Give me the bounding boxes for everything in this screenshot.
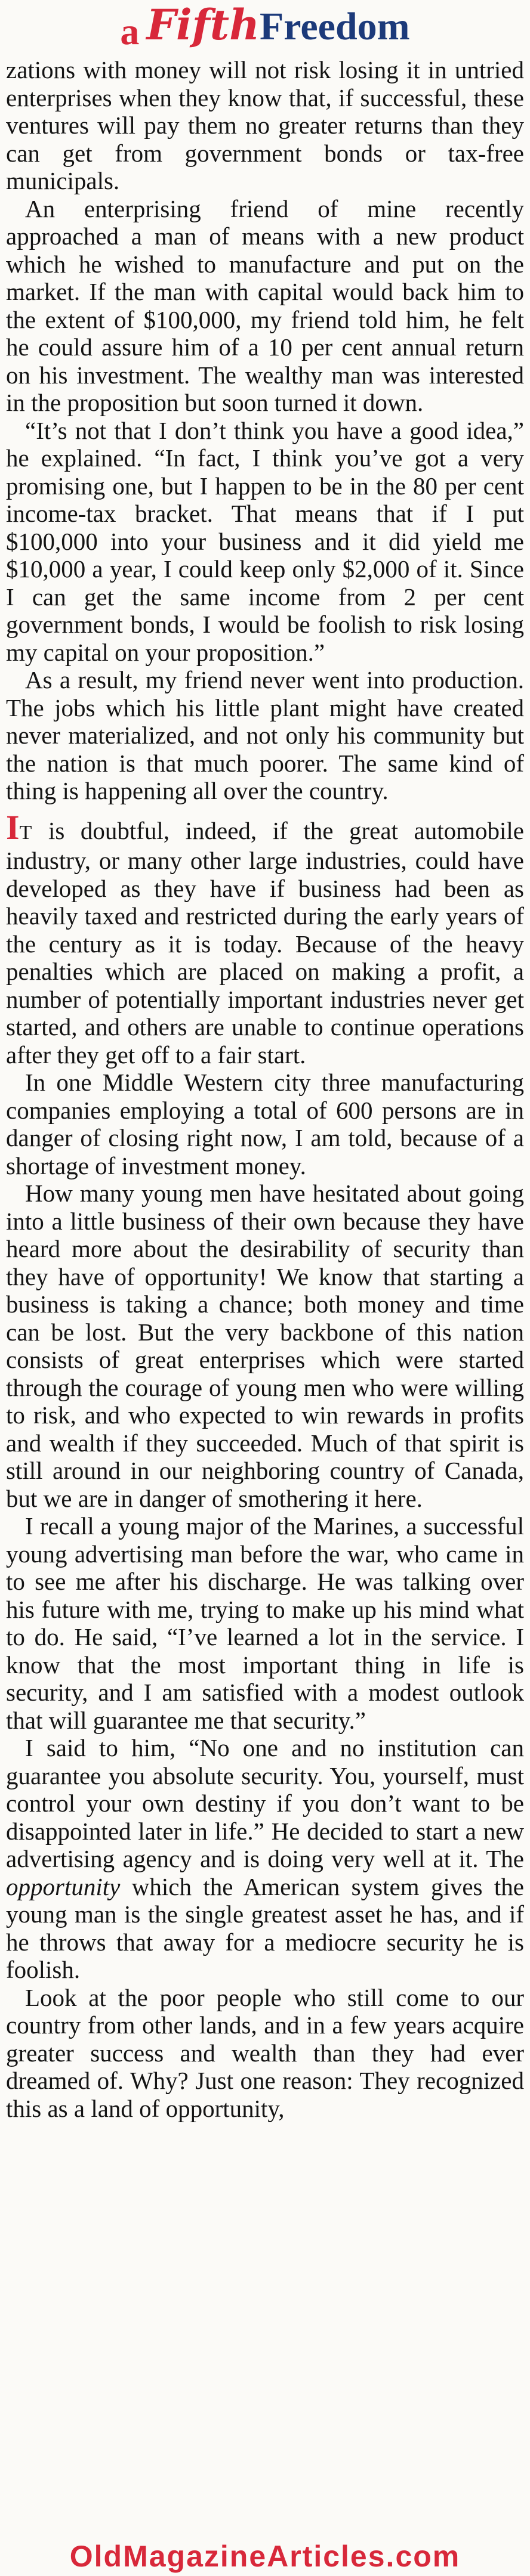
paragraph-1: zations with money will not risk losing it in untried enterprises when they know that, if successful, these ventures will pay them no greater returns than they can get from government bonds or tax-free municipals. (6, 56, 524, 194)
paragraph-2: An enterprising friend of mine recently approached a man of means with a new product which he wished to manufacture and put on the market. If the man with capital would back him to the extent of $100,000, my friend told him, he felt he could assure him of a 10 per cent annual return on his investment. The wealthy man was interested in the proposition but soon turned it down. (6, 194, 524, 416)
masthead (6, 0, 524, 57)
drop-cap-rest: T (19, 821, 33, 844)
paragraph-6: In one Middle Western city three manufacturing companies employing a total of 600 persons are in danger of closing right now, I am told, because of a shortage of investment money. (6, 1069, 524, 1179)
site-footer-watermark: OldMagazineArticles.com (69, 2540, 461, 2573)
paragraph-9-the: The (486, 1845, 524, 1872)
paragraph-9-emphasis: opportunity (6, 1872, 121, 1900)
drop-cap: I (6, 807, 20, 847)
paragraph-9-rest: which the American system gives the young man is the single greatest asset he has, and if he throws that away for a mediocre security he is foolish. (6, 1872, 525, 1983)
paragraph-7: How many young men have hesitated about going into a little business of their own because they have heard more about the desirability of security than they have of opportunity! We know that starting a business is taking a chance; both money and time can be lost. But the very backbone of this nation consists of great enterprises which were started through the courage of young men who were willing to risk, and who expected to win rewards in profits and wealth if they succeeded. Much of that spirit is still around in our neighboring country of Canada, but we are in danger of smothering it here. (6, 1179, 524, 1512)
paragraph-3: “It’s not that I don’t think you have a good idea,” he explained. “In fact, I think you’ve got a very promising one, but I happen to be in the 80 per cent income-tax bracket. That means that if I put $100,000 into your business and it did yield me $10,000 a year, I could keep only $2,000 of it. Since I can get the same income from 2 per cent government bonds, I would be foolish to risk losing my capital on your proposition.” (6, 416, 524, 666)
article-body (6, 56, 524, 2122)
masthead-fifth: Fifth (146, 0, 260, 49)
paragraph-10: Look at the poor people who still come to our country from other lands, and in a few years acquire greater success and wealth than they had ever dreamed of. Why? Just one reason: They recognized this as a land of opportunity, (6, 1983, 524, 2122)
paragraph-4: As a result, my friend never went into production. The jobs which his little plant might have created never materialized, and not only his community but the nation is that much poorer. The same kind of thing is happening all over the country. (6, 666, 524, 804)
masthead-freedom: Freedom (259, 5, 410, 48)
paragraph-8: I recall a young major of the Marines, a successful young advertising man before the war, who came in to see me after his discharge. He was talking over his future with me, trying to make up his mind what to do. He said, “I’ve learned a lot in the service. I know that the most important thing in life is security, and I am satisfied with a modest outlook that will guarantee me that security.” (6, 1512, 524, 1734)
paragraph-9 (6, 1734, 524, 1984)
paragraph-9-text: I said to him, “No one and no institution can guarantee you absolute security. You, yourself, must control your own destiny if you don’t want to be disappointed later in life.” He decided to start a new advertising agency and is doing very well at it. (6, 1734, 524, 1872)
masthead-a: a (120, 10, 140, 52)
magazine-page (6, 0, 524, 2576)
paragraph-5-text: is doubtful, indeed, if the great automobile industry, or many other large industries, could have developed as they have if business had been as heavily taxed and restricted during the early years of the century as it is today. Because of the heavy penalties which are placed on making a profit, a number of potentially important industries never get started, and others are unable to continue operations after they get off to a fair start. (6, 816, 524, 1069)
paragraph-5 (6, 807, 524, 1069)
